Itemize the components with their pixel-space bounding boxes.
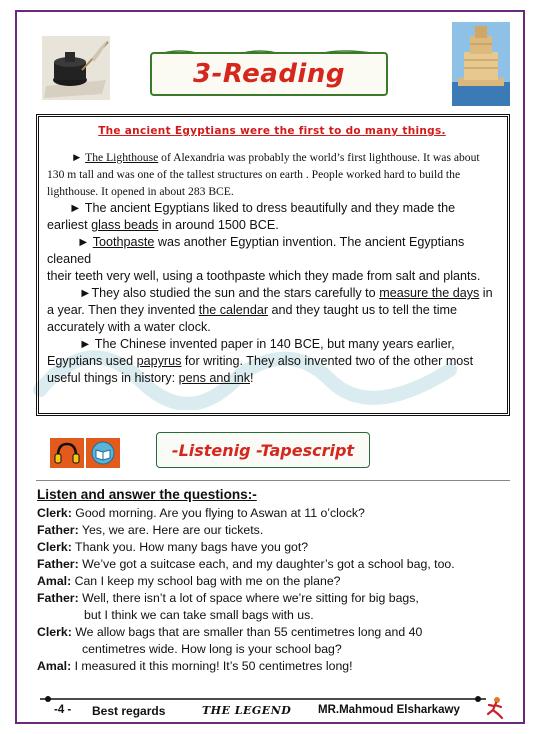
speaker: Amal: xyxy=(37,574,72,588)
book-icon xyxy=(92,442,114,464)
dialogue-line: Amal: Can I keep my school bag with me on the plane? xyxy=(37,574,341,588)
reading-paragraph-papyrus: ► The Chinese invented paper in 140 BCE, but many years earlier, Egyptians used papyrus for writing. They also invented two of the other most useful things in history: pens and ink! xyxy=(47,337,474,385)
reading-paragraph-lighthouse: ► The Lighthouse of Alexandria was probably the world’s first lighthouse. It was about 130 m tall and was one of the tallest structures on earth . People worked hard to build the lighthouse. It opened in about 283 BCE. xyxy=(47,151,480,198)
reading-banner xyxy=(150,52,388,96)
keyword-measure-the-days: measure the days xyxy=(379,286,480,300)
dialogue-line-continued: centimetres wide. How long is your school bag? xyxy=(82,642,342,656)
reading-paragraph-toothpaste: ► Toothpaste was another Egyptian invention. The ancient Egyptians cleaned xyxy=(47,235,465,266)
keyword-glass-beads: glass beads xyxy=(91,218,159,232)
dialogue-line: Father: Yes, we are. Here are our tickets. xyxy=(37,523,264,537)
listening-heading: Listen and answer the questions:- xyxy=(37,487,257,502)
listening-banner xyxy=(156,432,370,468)
footer-legend: THE LEGEND xyxy=(202,704,292,717)
speaker: Father: xyxy=(37,523,79,537)
runner-icon xyxy=(484,696,506,720)
listening-dialogue xyxy=(37,487,517,675)
lighthouse-image xyxy=(452,22,510,106)
reading-passage-box xyxy=(36,114,510,416)
speaker: Clerk: xyxy=(37,625,72,639)
page-number: -4 - xyxy=(54,704,72,716)
page-footer xyxy=(54,704,494,720)
keyword-the-calendar: the calendar xyxy=(198,303,269,317)
reading-banner-title: 3-Reading xyxy=(193,59,345,89)
section-divider xyxy=(36,480,510,481)
footer-ornament xyxy=(40,694,486,704)
reading-title: The ancient Egyptians were the first to do many things. xyxy=(98,125,446,137)
speaker: Father: xyxy=(37,591,79,605)
bullet-marker: ► xyxy=(79,337,95,351)
listening-banner-title: -Listenig -Tapescript xyxy=(171,440,355,460)
dialogue-line: Amal: I measured it this morning! It’s 50 centimetres long! xyxy=(37,659,353,673)
dialogue-line: Father: Well, there isn’t a lot of space where we’re sitting for big bags, xyxy=(37,591,419,605)
dialogue-line: Clerk: We allow bags that are smaller than 55 centimetres long and 40 xyxy=(37,625,423,639)
dialogue-line: Father: We’ve got a suitcase each, and my daughter’s got a school bag, too. xyxy=(37,557,455,571)
keyword-pens-and-ink: pens and ink xyxy=(178,371,251,385)
footer-author: MR.Mahmoud Elsharkawy xyxy=(318,704,460,716)
speaker: Amal: xyxy=(37,659,72,673)
bullet-marker: ► xyxy=(71,151,86,164)
keyword-lighthouse: The Lighthouse xyxy=(85,151,159,164)
listening-icons xyxy=(50,438,120,468)
reading-paragraph-glass-beads: ► The ancient Egyptians liked to dress beautifully and they made the earliest glass beads in around 1500 BCE. xyxy=(47,201,456,232)
speaker: Clerk: xyxy=(37,506,72,520)
speaker: Father: xyxy=(37,557,79,571)
dialogue-line: Clerk: Thank you. How many bags have you got? xyxy=(37,540,309,554)
inkwell-quill-image xyxy=(42,36,110,100)
reading-paragraph-toothpaste-cont: their teeth very well, using a toothpaste which they made from salt and plants. xyxy=(47,269,481,283)
dialogue-line: Clerk: Good morning. Are you flying to Aswan at 11 o’clock? xyxy=(37,506,365,520)
footer-regards: Best regards xyxy=(92,704,166,718)
bullet-marker: ► xyxy=(79,286,92,300)
keyword-toothpaste: Toothpaste xyxy=(92,235,155,249)
keyword-papyrus: papyrus xyxy=(136,354,182,368)
bullet-marker: ► xyxy=(69,201,85,215)
reading-paragraph-calendar: ►They also studied the sun and the stars carefully to measure the days in a year. Then they invented the calendar and they taught us to tell the time accurately with a water clock. xyxy=(47,286,493,334)
bullet-marker: ► xyxy=(77,235,93,249)
dialogue-line-continued: but I think we can take small bags with us. xyxy=(84,608,314,622)
speaker: Clerk: xyxy=(37,540,72,554)
